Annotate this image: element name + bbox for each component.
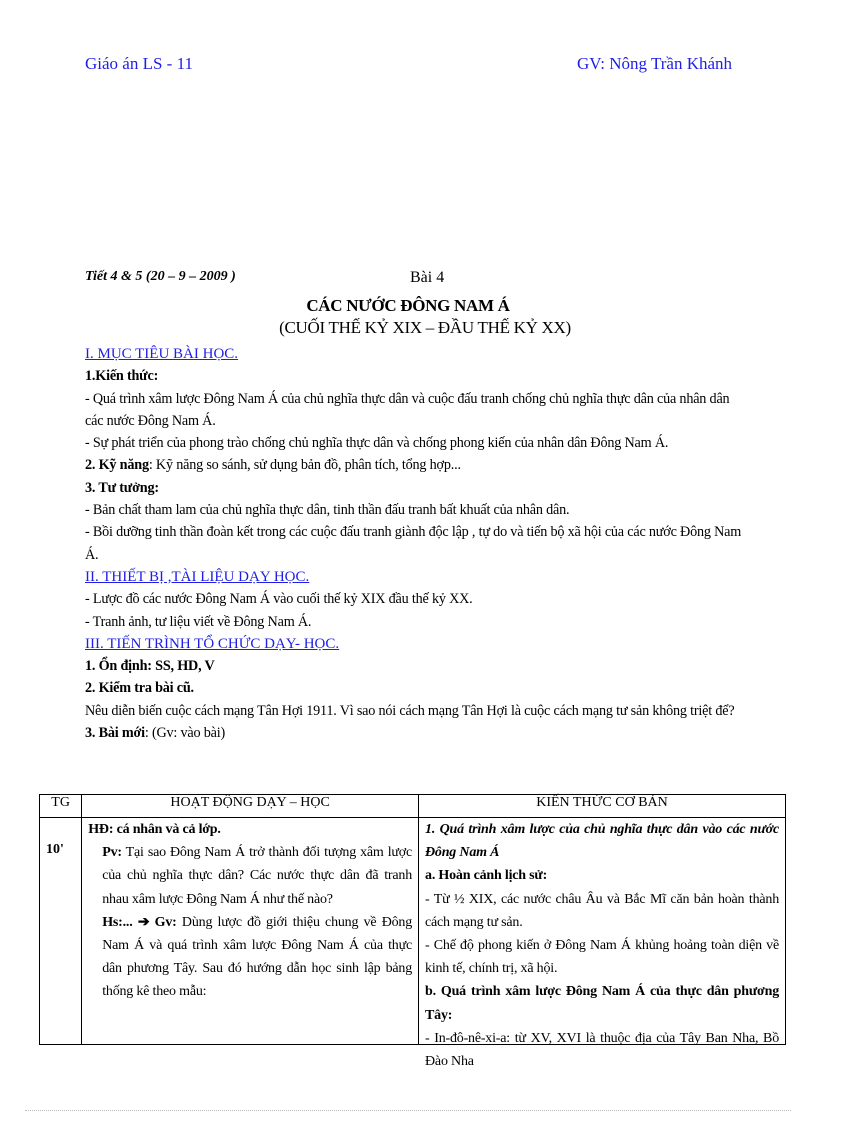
table-header-row bbox=[40, 795, 786, 818]
skill-line bbox=[85, 454, 750, 476]
step-2-text: Nêu diễn biến cuộc cách mạng Tân Hợi 1911. Vì sao nói cách mạng Tân Hợi là cuộc cách mạng tư sản không triệt để? bbox=[85, 702, 735, 719]
skill-label: 2. Kỹ năng bbox=[85, 457, 149, 474]
knowledge-a2: - Chế độ phong kiến ở Đông Nam Á khủng hoảng toàn diện về kinh tế, chính trị, xã hội. bbox=[425, 938, 779, 977]
header-right: GV: Nông Trần Khánh bbox=[577, 54, 733, 73]
knowledge-label: 1.Kiến thức: bbox=[85, 368, 159, 385]
activity-pv bbox=[88, 841, 412, 911]
step-2: 2. Kiểm tra bài cũ. bbox=[85, 680, 194, 697]
page-bottom-rule bbox=[25, 1110, 791, 1111]
lesson-row bbox=[85, 269, 775, 291]
header-knowledge: KIẾN THỨC CƠ BẢN bbox=[419, 795, 786, 818]
knowledge-a: a. Hoàn cảnh lịch sử: bbox=[425, 868, 548, 884]
skill-text: : Kỹ năng so sánh, sử dụng bản đồ, phân tích, tổng hợp... bbox=[148, 457, 461, 474]
activity-title: HĐ: cá nhân và cả lớp. bbox=[88, 822, 221, 837]
header-activity: HOẠT ĐỘNG DẠY – HỌC bbox=[82, 795, 419, 818]
lesson-number: Bài 4 bbox=[410, 269, 445, 286]
step-1: 1. Ổn định: SS, HD, V bbox=[85, 658, 215, 675]
hs-text: Dùng lược đồ giới thiệu chung về Đông Nam Á và quá trình xâm lược Đông Nam Á của thực dân phương Tây. Sau đó hướng dẫn học sinh lập bảng thống kê theo mẫu: bbox=[102, 914, 413, 1000]
knowledge-item-2: - Sự phát triển của phong trào chống chủ nghĩa thực dân và chống phong kiến của nhân dân Đông Nam Á. bbox=[85, 435, 669, 452]
thought-item-1: - Bản chất tham lam của chủ nghĩa thực dân, tinh thần đấu tranh bất khuất của nhân dân. bbox=[85, 502, 570, 519]
knowledge-b: b. Quá trình xâm lược Đông Nam Á của thực dân phương Tây: bbox=[425, 984, 779, 1023]
step-3-line bbox=[85, 722, 750, 744]
header-left: Giáo án LS - 11 bbox=[85, 54, 193, 73]
pv-text: Tại sao Đông Nam Á trở thành đối tượng xâm lược của chủ nghĩa thực dân? Các nước thực dân đã tranh nhau xâm lược Đông Nam Á như thế nào? bbox=[102, 845, 413, 907]
lesson-period: Tiết 4 & 5 (20 – 9 – 2009 ) bbox=[85, 269, 236, 284]
equipment-item-2: - Tranh ảnh, tư liệu viết về Đông Nam Á. bbox=[85, 613, 312, 630]
lesson-title: CÁC NƯỚC ĐÔNG NAM Á bbox=[306, 296, 510, 315]
step-3-text: : (Gv: vào bài) bbox=[144, 725, 225, 742]
thought-item-2: - Bồi dưỡng tinh thần đoàn kết trong các cuộc đấu tranh giành độc lập , tự do và tiến bộ xã hội của các nước Đông Nam Á. bbox=[85, 524, 742, 563]
section-2-heading: II. THIẾT BỊ ,TÀI LIỆU DẠY HỌC. bbox=[85, 568, 310, 585]
lesson-subtitle: (CUỐI THẾ KỶ XIX – ĐẦU THẾ KỶ XX) bbox=[279, 318, 571, 337]
knowledge-item-1: - Quá trình xâm lược Đông Nam Á của chủ nghĩa thực dân và cuộc đấu tranh chống chủ nghĩa thực dân của nhân dân các nước Đông Nam Á. bbox=[85, 390, 730, 429]
thought-label: 3. Tư tưởng: bbox=[85, 479, 159, 496]
pv-label: Pv: bbox=[102, 845, 122, 861]
step-3-label: 3. Bài mới bbox=[85, 725, 145, 742]
document-body bbox=[85, 343, 750, 744]
lesson-table bbox=[39, 794, 786, 1070]
equipment-item-1: - Lược đồ các nước Đông Nam Á vào cuối thế kỷ XIX đầu thế kỷ XX. bbox=[85, 591, 473, 608]
section-3-heading: III. TIẾN TRÌNH TỔ CHỨC DẠY- HỌC. bbox=[85, 635, 340, 652]
hs-label: Hs:... ➔ Gv: bbox=[102, 914, 177, 930]
header-tg: TG bbox=[40, 795, 82, 818]
section-1-heading: I. MỤC TIÊU BÀI HỌC. bbox=[85, 346, 239, 362]
table-row bbox=[40, 818, 786, 1045]
row-time: 10' bbox=[46, 842, 64, 857]
knowledge-title: 1. Quá trình xâm lược của chủ nghĩa thực dân vào các nước Đông Nam Á bbox=[425, 822, 779, 861]
knowledge-b1: - In-đô-nê-xi-a: từ XV, XVI là thuộc địa của Tây Ban Nha, Bồ Đào Nha bbox=[425, 1030, 779, 1070]
activity-hs bbox=[88, 911, 412, 1004]
knowledge-a1: - Từ ½ XIX, các nước châu Âu và Bắc Mĩ căn bản hoàn thành cách mạng tư sản. bbox=[425, 891, 779, 930]
